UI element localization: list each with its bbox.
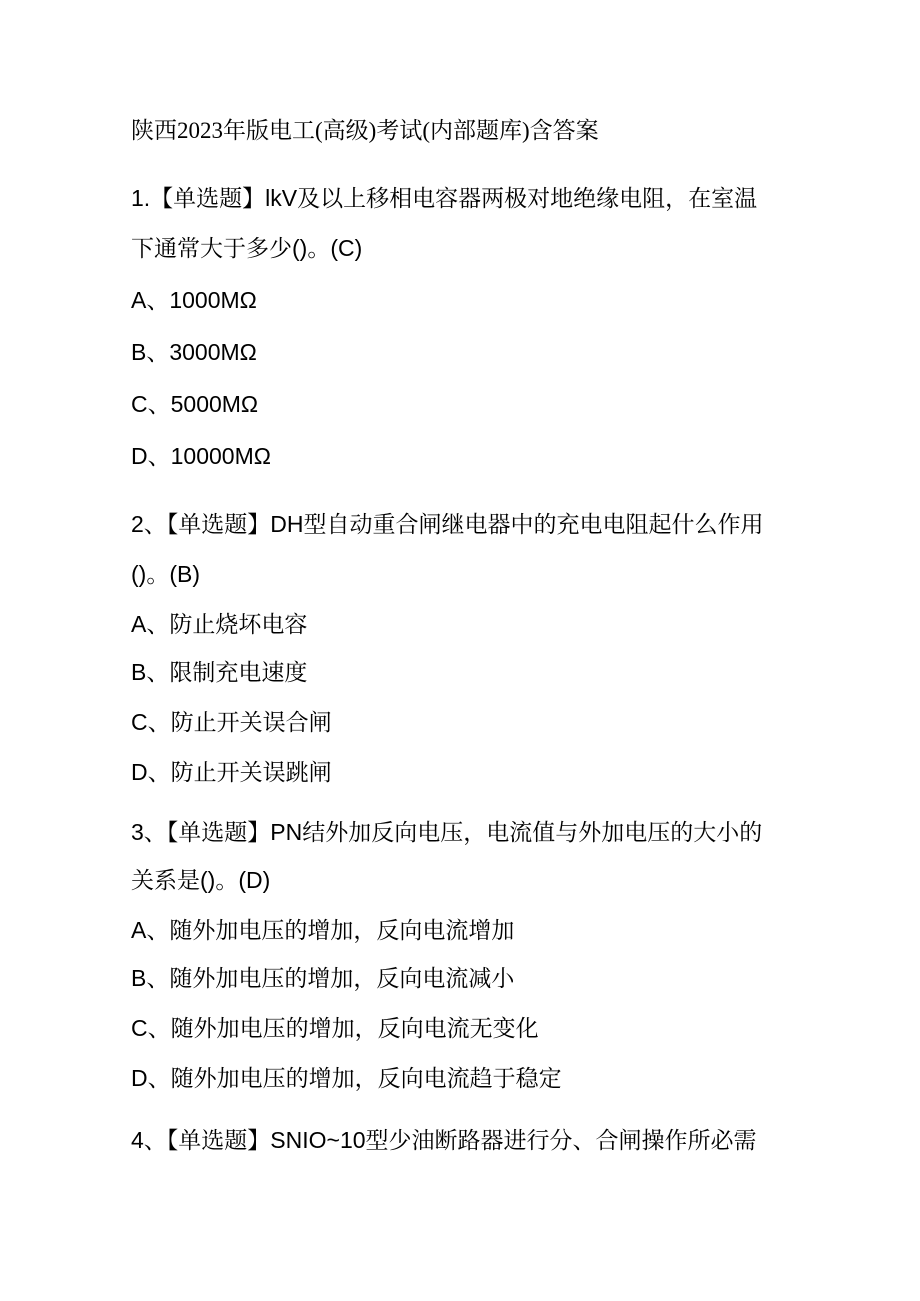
question-2-option-b: B、限制充电速度: [131, 659, 308, 685]
question-1-stem-line-1: 1.【单选题】lkV及以上移相电容器两极对地绝缘电阻，在室温: [131, 185, 758, 211]
question-4-stem-line-1: 4、【单选题】SNIO~10型少油断路器进行分、合闸操作所必需: [131, 1127, 757, 1153]
question-1-option-a: A、1000MΩ: [131, 287, 257, 313]
question-2-stem-line-1: 2、【单选题】DH型自动重合闸继电器中的充电电阻起什么作用: [131, 511, 764, 537]
question-2-option-a: A、防止烧坏电容: [131, 611, 308, 637]
question-2-stem-line-2: ()。(B): [131, 561, 200, 587]
question-2-option-c: C、防止开关误合闸: [131, 709, 332, 735]
question-3-option-a: A、随外加电压的增加，反向电流增加: [131, 917, 515, 943]
question-3-stem-line-1: 3、【单选题】PN结外加反向电压，电流值与外加电压的大小的: [131, 819, 763, 845]
question-3-option-b: B、随外加电压的增加，反向电流减小: [131, 965, 515, 991]
question-1-option-d: D、10000MΩ: [131, 443, 271, 469]
question-3-stem-line-2: 关系是()。(D): [131, 867, 271, 893]
document-title: 陕西2023年版电工(高级)考试(内部题库)含答案: [131, 118, 599, 143]
question-1-option-b: B、3000MΩ: [131, 339, 257, 365]
question-2-option-d: D、防止开关误跳闸: [131, 759, 332, 785]
question-1-stem-line-2: 下通常大于多少()。(C): [131, 235, 363, 261]
question-3-option-c: C、随外加电压的增加，反向电流无变化: [131, 1015, 539, 1041]
question-1-option-c: C、5000MΩ: [131, 391, 259, 417]
question-3-option-d: D、随外加电压的增加，反向电流趋于稳定: [131, 1065, 562, 1091]
